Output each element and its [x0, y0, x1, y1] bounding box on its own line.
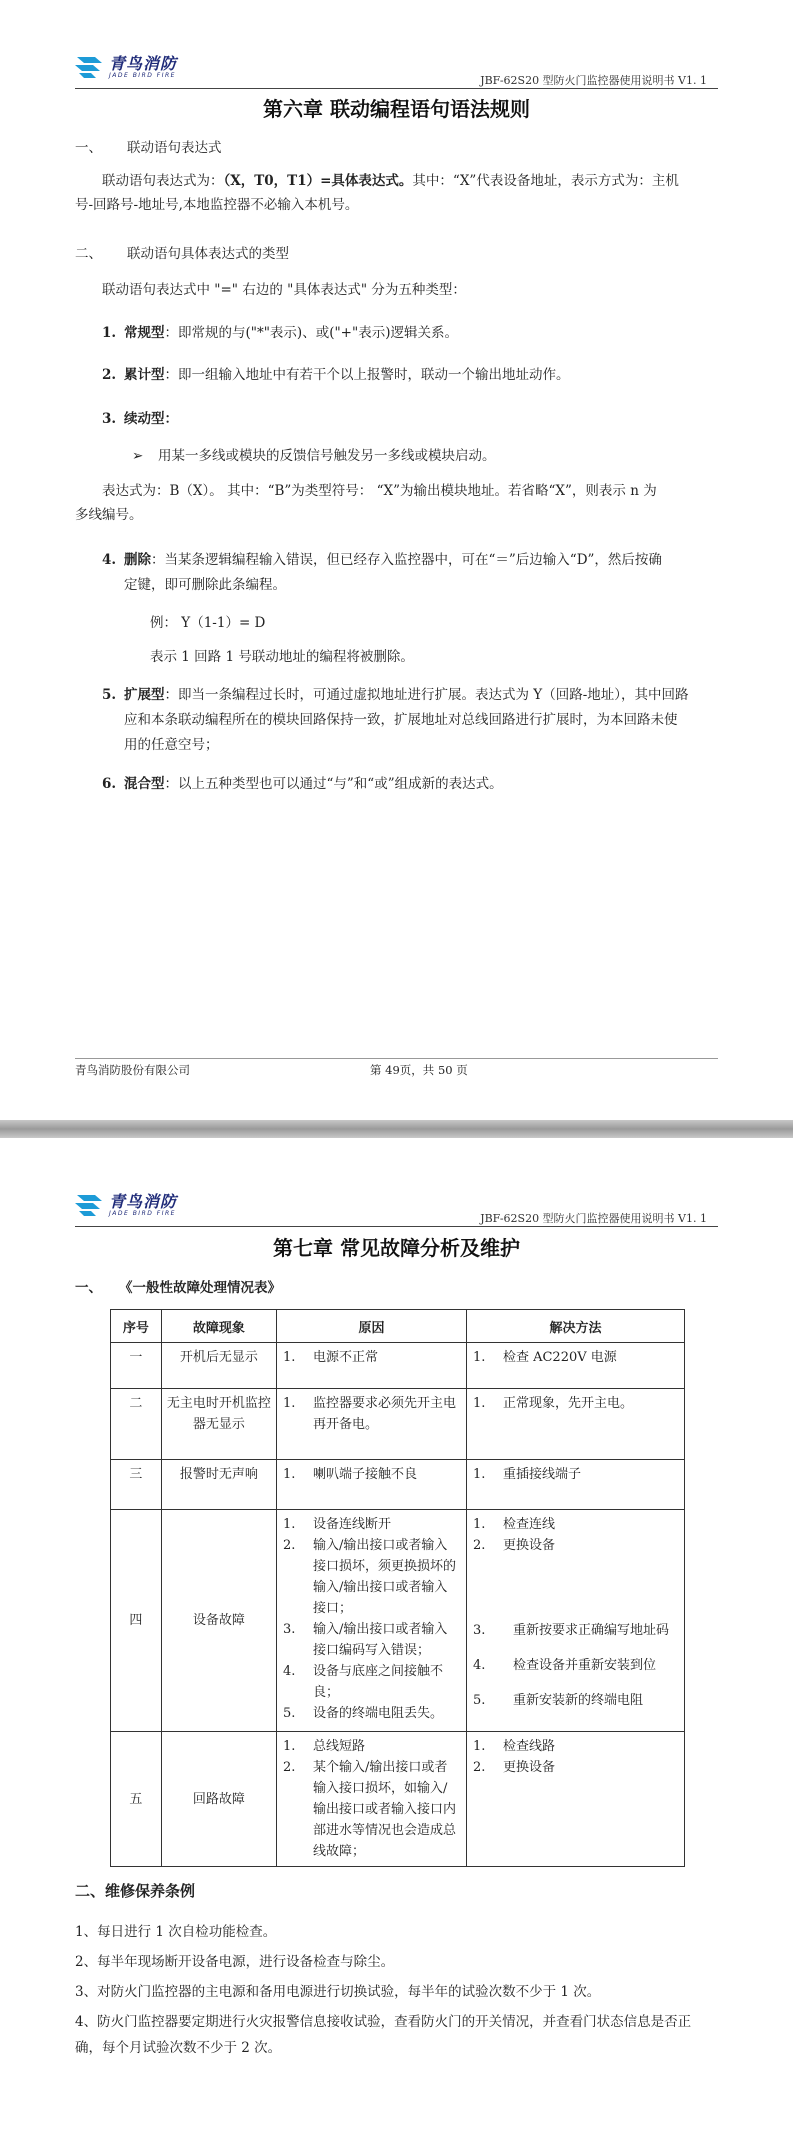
- fault-solution: 1. 重插接线端子: [466, 1460, 684, 1510]
- fault-solution: 1. 检查线路 2. 更换设备: [466, 1732, 684, 1867]
- maintenance-item: 4、防火门监控器要定期进行火灾报警信息接收试验，查看防火门的开关情况，并查看门状态信息是否正: [75, 2014, 692, 2030]
- row-number: 一: [111, 1343, 162, 1389]
- header-divider: [75, 1226, 718, 1227]
- table-row: [111, 1732, 685, 1867]
- maintenance-item: 3、对防火门监控器的主电源和备用电源进行切换试验，每半年的试验次数不少于 1 次。: [75, 1984, 601, 2000]
- list-number: 1.: [102, 325, 117, 341]
- table-row: [111, 1343, 685, 1389]
- list-text: ：以上五种类型也可以通过“与”和“或”组成新的表达式。: [164, 776, 503, 792]
- logo-text-en: JADE BIRD FIRE: [109, 72, 176, 79]
- fault-solution: 1. 正常现象，先开主电。: [466, 1389, 684, 1460]
- logo: [75, 54, 177, 80]
- list-label: 常规型: [124, 325, 165, 341]
- table-header-row: [111, 1310, 685, 1343]
- section-title: 联动语句具体表达式的类型: [127, 246, 289, 262]
- table-row: [111, 1460, 685, 1510]
- maintenance-item: 确，每个月试验次数不少于 2 次。: [75, 2040, 282, 2056]
- list-label: 扩展型: [124, 687, 165, 703]
- document-title: JBF-62S20 型防火门监控器使用说明书 V1. 1: [480, 74, 707, 87]
- fault-solution: 1. 检查 AC220V 电源: [466, 1343, 684, 1389]
- section-heading: [75, 1276, 281, 1300]
- logo-text-en: JADE BIRD FIRE: [109, 1210, 176, 1217]
- row-number: 五: [111, 1732, 162, 1867]
- section-heading: [75, 136, 222, 160]
- bullet-text: 用某一多线或模块的反馈信号触发另一多线或模块启动。: [158, 448, 496, 464]
- section-title: 联动语句表达式: [127, 140, 222, 156]
- section-number: 一、: [75, 140, 102, 156]
- fault-cause: 1. 监控器要求必须先开主电再开备电。: [276, 1389, 466, 1460]
- table-row: [111, 1389, 685, 1460]
- row-number: 二: [111, 1389, 162, 1460]
- expression-bold: （X，T0，T1）=具体表达式。: [223, 173, 413, 189]
- logo-text-cn: 青鸟消防: [109, 54, 178, 73]
- column-header: 故障现象: [161, 1310, 276, 1343]
- list-number: 3.: [102, 411, 117, 427]
- column-header: 序号: [111, 1310, 162, 1343]
- list-number: 5.: [102, 687, 117, 703]
- list-item: [102, 683, 689, 707]
- paragraph: [102, 169, 679, 193]
- fault-symptom: 无主电时开机监控器无显示: [161, 1389, 276, 1460]
- fault-cause: 1. 喇叭端子接触不良: [276, 1460, 466, 1510]
- fault-symptom: 设备故障: [161, 1510, 276, 1732]
- paragraph-line: 定键，即可删除此条编程。: [124, 577, 286, 593]
- bullet-arrow-icon: ➢: [132, 448, 144, 464]
- list-label: 续动型：: [124, 411, 178, 427]
- fault-table: [110, 1309, 685, 1867]
- list-text: ：即当一条编程过长时，可通过虚拟地址进行扩展。表达式为 Y（回路-地址），其中回路: [164, 687, 689, 703]
- document-title: JBF-62S20 型防火门监控器使用说明书 V1. 1: [480, 1212, 707, 1225]
- jade-bird-logo-icon: [75, 54, 105, 80]
- list-text: ：当某条逻辑编程输入错误，但已经存入监控器中，可在“＝”后边输入“D”，然后按确: [151, 552, 662, 568]
- fault-cause: 1. 总线短路 2. 某个输入/输出接口或者输入接口损坏，如输入/输出接口或者输入接口内部进水等情况也会造成总线故障；: [276, 1732, 466, 1867]
- text-span: 其中：“X”代表设备地址，表示方式为：主机: [412, 173, 679, 189]
- list-number: 2.: [102, 367, 117, 383]
- maintenance-item: 1、每日进行 1 次自检功能检查。: [75, 1924, 277, 1940]
- section-number: 二、: [75, 246, 102, 262]
- fault-cause: 1. 电源不正常: [276, 1343, 466, 1389]
- paragraph-line: 应和本条联动编程所在的模块回路保持一致，扩展地址对总线回路进行扩展时，为本回路未使: [124, 712, 678, 728]
- section-heading: 二、维修保养条例: [75, 1882, 196, 1900]
- list-item: [102, 363, 570, 387]
- table-row: [111, 1510, 685, 1732]
- logo: [75, 1192, 177, 1218]
- column-header: 解决方法: [466, 1310, 684, 1343]
- chapter-title: 第六章 联动编程语句语法规则: [263, 97, 530, 121]
- example-description: 表示 1 回路 1 号联动地址的编程将被删除。: [150, 649, 414, 665]
- section-heading: [75, 242, 289, 266]
- list-label: 累计型: [124, 367, 165, 383]
- paragraph-line: 号-回路号-地址号,本地监控器不必输入本机号。: [75, 197, 359, 213]
- page-50: [0, 1138, 793, 2152]
- paragraph-line: 多线编号。: [75, 507, 143, 523]
- fault-symptom: 回路故障: [161, 1732, 276, 1867]
- row-number: 三: [111, 1460, 162, 1510]
- list-item: [102, 321, 458, 345]
- fault-symptom: 报警时无声响: [161, 1460, 276, 1510]
- list-text: ：即一组输入地址中有若干个以上报警时，联动一个输出地址动作。: [164, 367, 570, 383]
- header-divider: [75, 88, 718, 89]
- list-number: 4.: [102, 552, 117, 568]
- bullet-item: [132, 444, 496, 468]
- example: 例： Y（1-1）= D: [150, 615, 266, 631]
- jade-bird-logo-icon: [75, 1192, 105, 1218]
- chapter-title: 第七章 常见故障分析及维护: [273, 1236, 520, 1260]
- page-separator: [0, 1120, 793, 1138]
- list-number: 6.: [102, 776, 117, 792]
- fault-solution: 1. 检查连线 2. 更换设备 3. 重新按要求正确编写地址码 4. 检查设备并重新安装到位 5. 重新安装新的终端电阻: [466, 1510, 684, 1732]
- maintenance-item: 2、每半年现场断开设备电源，进行设备检查与除尘。: [75, 1954, 395, 1970]
- list-text: ：即常规的与("*"表示)、或("+"表示)逻辑关系。: [164, 325, 458, 341]
- footer-divider: [75, 1058, 718, 1059]
- paragraph-line: 用的任意空号；: [124, 737, 219, 753]
- list-item: [102, 548, 662, 572]
- fault-cause: 1. 设备连线断开 2. 输入/输出接口或者输入接口损坏，须更换损坏的输入/输出接口或者输入接口； 3. 输入/输出接口或者输入接口编码写入错误； 4. 设备与底座之间接触不良； 5. 设备的终端电阻丢失。: [276, 1510, 466, 1732]
- paragraph: 联动语句表达式中 "=" 右边的 "具体表达式" 分为五种类型：: [102, 282, 466, 298]
- list-label: 混合型: [124, 776, 165, 792]
- section-title: 《一般性故障处理情况表》: [119, 1280, 281, 1296]
- logo-text-cn: 青鸟消防: [109, 1192, 178, 1211]
- fault-symptom: 开机后无显示: [161, 1343, 276, 1389]
- row-number: 四: [111, 1510, 162, 1732]
- list-item: [102, 407, 178, 431]
- column-header: 原因: [276, 1310, 466, 1343]
- section-number: 一、: [75, 1280, 102, 1296]
- footer-company: 青鸟消防股份有限公司: [75, 1063, 190, 1077]
- list-item: [102, 772, 503, 796]
- footer-page-number: 第 49页，共 50 页: [370, 1063, 468, 1077]
- list-label: 删除: [124, 552, 151, 568]
- text-span: 联动语句表达式为：: [102, 173, 224, 189]
- paragraph-line: 表达式为：B（X）。 其中：“B”为类型符号： “X”为输出模块地址。若省略“X”，则表示 n 为: [102, 483, 657, 499]
